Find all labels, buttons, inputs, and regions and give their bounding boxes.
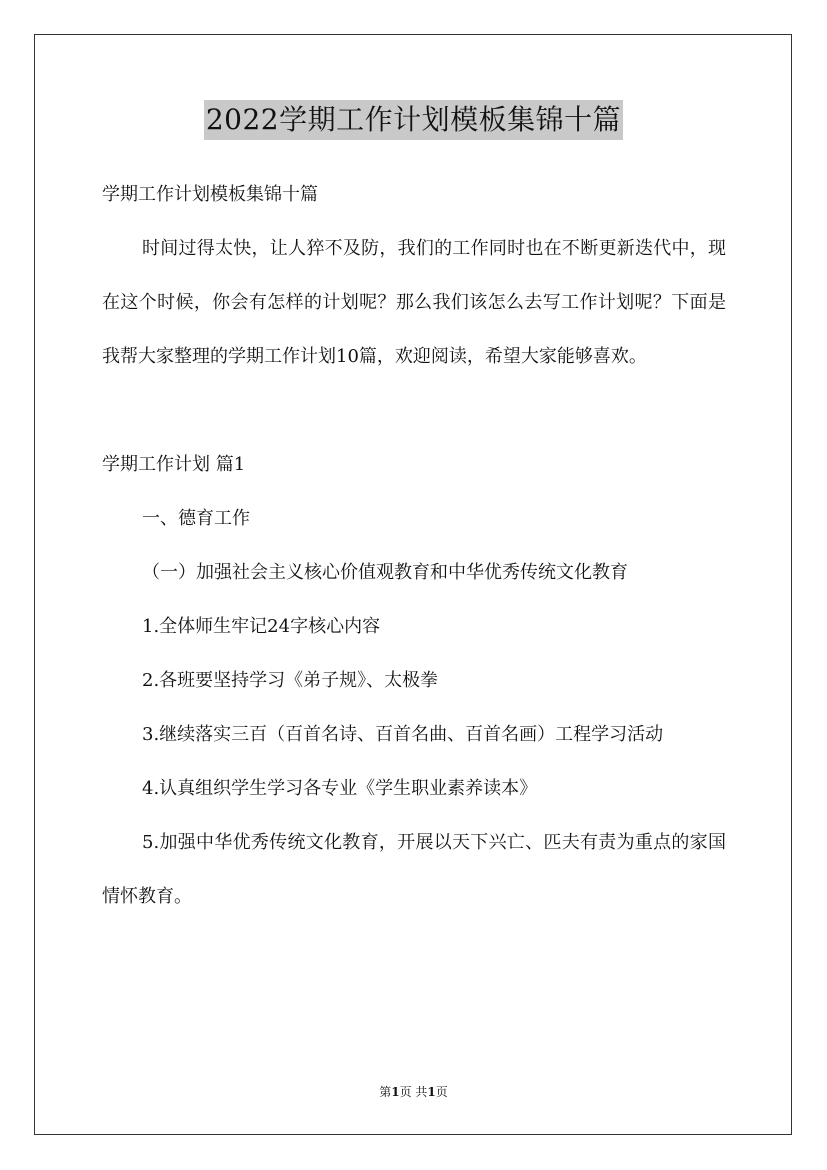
section-gap (102, 384, 726, 438)
footer-page-current: 1 (391, 1085, 400, 1099)
footer-page-total: 1 (427, 1085, 436, 1099)
paragraph-moral-education: 一、德育工作 (142, 508, 250, 529)
document-title: 2022学期工作计划模板集锦十篇 (204, 100, 623, 140)
paragraph-item-3: 3.继续落实三百（百首名诗、百首名曲、百首名画）工程学习活动 (142, 724, 664, 745)
footer-page-mid: 页 共 (399, 1085, 428, 1099)
footer-page-suffix: 页 (435, 1085, 448, 1099)
page-footer (0, 1084, 827, 1100)
paragraph-core-values: （一）加强社会主义核心价值观教育和中华优秀传统文化教育 (142, 562, 628, 583)
paragraph-item-5: 5.加强中华优秀传统文化教育，开展以天下兴亡、匹夫有责为重点的家国情怀教育。 (102, 832, 726, 907)
document-subtitle: 学期工作计划模板集锦十篇 (102, 184, 318, 205)
title-container (0, 100, 827, 140)
paragraph-item-2: 2.各班要坚持学习《弟子规》、太极拳 (142, 670, 439, 691)
paragraph-item-4: 4.认真组织学生学习各专业《学生职业素养读本》 (142, 778, 538, 799)
section-heading: 学期工作计划 篇1 (102, 454, 246, 475)
intro-paragraph: 时间过得太快，让人猝不及防，我们的工作同时也在不断更新迭代中，现在这个时候，你会有怎样的计划呢？那么我们该怎么去写工作计划呢？下面是我帮大家整理的学期工作计划10篇，欢迎阅读，希望大家能够喜欢。 (102, 238, 726, 367)
paragraph-item-1: 1.全体师生牢记24字核心内容 (142, 616, 381, 637)
document-body (102, 168, 726, 924)
footer-page-prefix: 第 (379, 1085, 392, 1099)
